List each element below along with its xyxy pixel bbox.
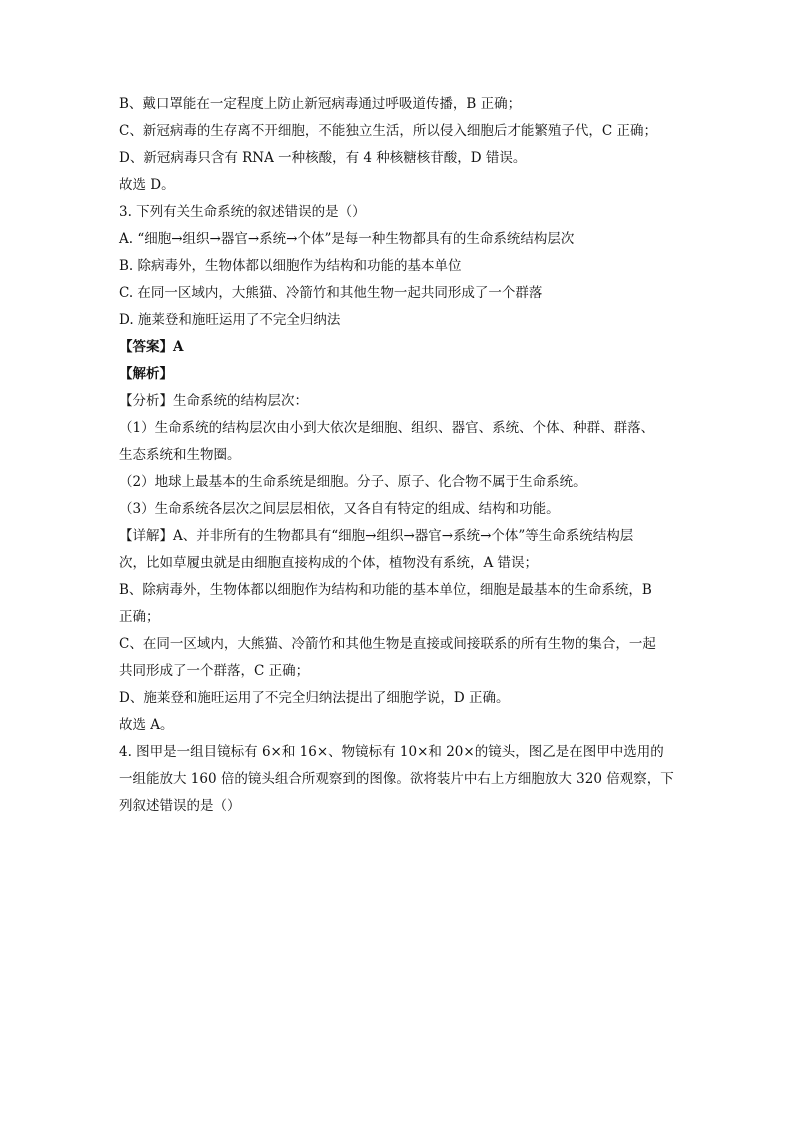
question-3-option-b: B. 除病毒外，生物体都以细胞作为结构和功能的基本单位 bbox=[119, 258, 462, 274]
text-line-option-b-explanation: B、戴口罩能在一定程度上防止新冠病毒通过呼吸道传播，B 正确； bbox=[119, 96, 522, 112]
detail-line-c-2: 共同形成了一个群落，C 正确； bbox=[119, 663, 310, 679]
answer-heading: 【答案】A bbox=[119, 339, 184, 355]
question-3-option-c: C. 在同一区域内，大熊猫、冷箭竹和其他生物一起共同形成了一个群落 bbox=[119, 285, 543, 301]
question-4-stem-line-3: 列叙述错误的是（） bbox=[119, 798, 241, 814]
detail-line-b-2: 正确； bbox=[119, 609, 160, 625]
detail-line-a-2: 次，比如草履虫就是由细胞直接构成的个体，植物没有系统，A 错误； bbox=[119, 555, 539, 571]
text-line-choice-a: 故选 A。 bbox=[119, 717, 174, 733]
analysis-point-1-line-1: （1）生命系统的结构层次由小到大依次是细胞、组织、器官、系统、个体、种群、群落、 bbox=[119, 420, 655, 436]
text-line-choice-d: 故选 D。 bbox=[119, 177, 175, 193]
detail-line-c-1: C、在同一区域内，大熊猫、冷箭竹和其他生物是直接或间接联系的所有生物的集合，一起 bbox=[119, 636, 656, 652]
question-3-stem: 3. 下列有关生命系统的叙述错误的是（） bbox=[119, 204, 366, 220]
analysis-point-1-line-2: 生态系统和生物圈。 bbox=[119, 447, 241, 463]
question-4-stem-line-2: 一组能放大 160 倍的镜头组合所观察到的图像。欲将装片中右上方细胞放大 320 倍观察，下 bbox=[119, 771, 674, 787]
explanation-heading: 【解析】 bbox=[119, 366, 173, 382]
text-line-option-c-explanation: C、新冠病毒的生存离不开细胞，不能独立生活，所以侵入细胞后才能繁殖子代，C 正确； bbox=[119, 123, 657, 139]
detail-line-d: D、施莱登和施旺运用了不完全归纳法提出了细胞学说，D 正确。 bbox=[119, 690, 510, 706]
text-line-option-d-explanation: D、新冠病毒只含有 RNA 一种核酸，有 4 种核糖核苷酸，D 错误。 bbox=[119, 150, 527, 166]
detail-line-a-1: 【详解】A、并非所有的生物都具有“细胞→组织→器官→系统→个体”等生命系统结构层 bbox=[119, 528, 634, 544]
question-4-stem-line-1: 4. 图甲是一组目镜标有 6×和 16×、物镜标有 10×和 20×的镜头，图乙是在图甲中选用的 bbox=[119, 744, 664, 760]
question-3-option-d: D. 施莱登和施旺运用了不完全归纳法 bbox=[119, 312, 341, 328]
question-3-option-a: A. “细胞→组织→器官→系统→个体”是每一种生物都具有的生命系统结构层次 bbox=[119, 231, 575, 247]
analysis-point-2: （2）地球上最基本的生命系统是细胞。分子、原子、化合物不属于生命系统。 bbox=[119, 474, 587, 490]
document-content bbox=[119, 91, 679, 820]
analysis-heading: 【分析】生命系统的结构层次： bbox=[119, 393, 308, 409]
detail-line-b-1: B、除病毒外，生物体都以细胞作为结构和功能的基本单位，细胞是最基本的生命系统，B bbox=[119, 582, 652, 598]
analysis-point-3: （3）生命系统各层次之间层层相依，又各自有特定的组成、结构和功能。 bbox=[119, 501, 560, 517]
